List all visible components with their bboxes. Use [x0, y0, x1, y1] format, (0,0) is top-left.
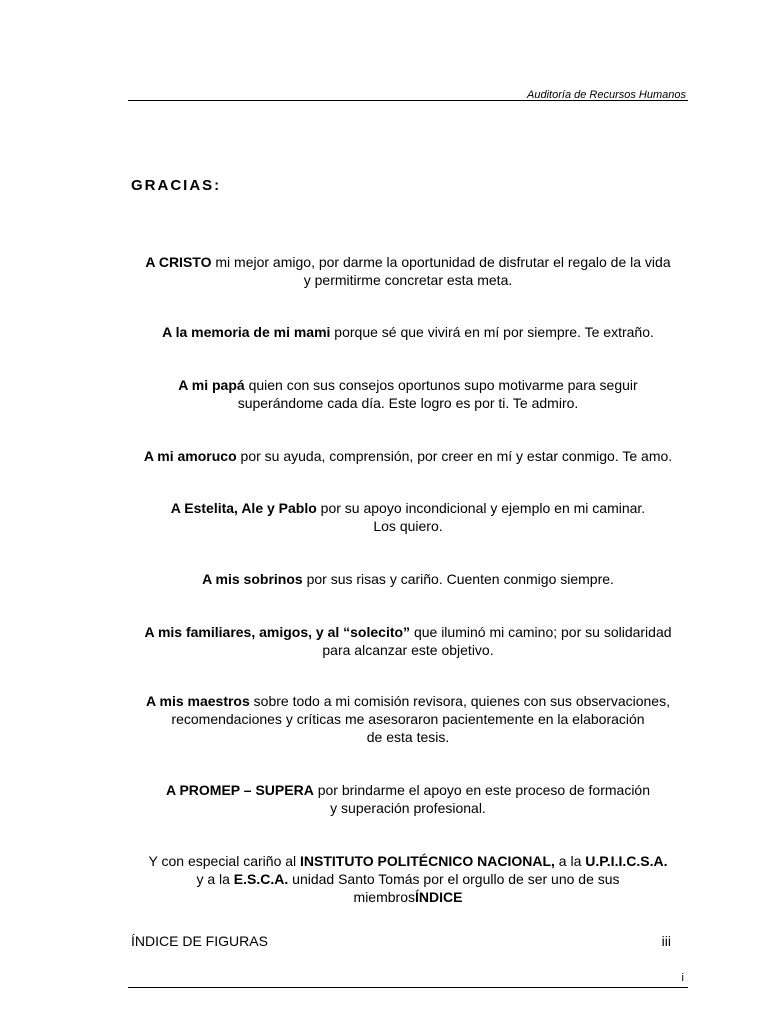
paragraph-text: porque sé que vivirá en mí por siempre. Te extraño. — [330, 324, 654, 340]
paragraph-text: de esta tesis. — [366, 729, 450, 745]
paragraph-sobrinos — [120, 570, 696, 588]
toc-entry-page: iii — [661, 933, 671, 949]
paragraph-lead: A CRISTO — [145, 254, 212, 270]
paragraph-estelita — [120, 499, 696, 535]
paragraph-text: y superación profesional. — [330, 800, 486, 816]
paragraph-lead: A mis familiares, amigos, y al “solecito” — [144, 624, 411, 640]
paragraph-lead: A Estelita, Ale y Pablo — [170, 500, 317, 516]
paragraph-papa — [120, 376, 696, 412]
paragraph-amoruco — [120, 447, 696, 465]
paragraph-lead: A mi amoruco — [143, 448, 237, 464]
paragraph-closing — [120, 852, 696, 906]
paragraph-lead: A mi papá — [178, 377, 245, 393]
paragraph-text: y permitirme concretar esta meta. — [303, 272, 513, 288]
paragraph-text: sobre todo a mi comisión revisora, quienes con sus observaciones, — [249, 693, 670, 709]
paragraph-lead: A PROMEP – SUPERA — [165, 782, 314, 798]
paragraph-text: quien con sus consejos oportunos supo motivarme para seguir — [244, 377, 638, 393]
school-name: U.P.I.I.C.S.A. — [585, 853, 668, 869]
closing-text: a la — [554, 853, 586, 869]
paragraph-lead: A mis maestros — [146, 693, 250, 709]
paragraph-lead: A la memoria de mi mami — [162, 324, 331, 340]
paragraph-familiares — [120, 623, 696, 659]
paragraph-maestros — [120, 692, 696, 746]
header-rule — [128, 100, 688, 101]
paragraph-text: mi mejor amigo, por darme la oportunidad de disfrutar el regalo de la vida — [211, 254, 671, 270]
paragraph-text: para alcanzar este objetivo. — [322, 642, 494, 658]
toc-entry[interactable] — [131, 933, 671, 949]
school-name: E.S.C.A. — [233, 871, 289, 887]
closing-text: unidad Santo Tomás por el orgullo de ser uno de sus — [288, 871, 620, 887]
toc-entry-label: ÍNDICE DE FIGURAS — [131, 933, 268, 949]
closing-text: miembros — [353, 889, 415, 905]
paragraph-text: por su apoyo incondicional y ejemplo en mi caminar. — [316, 500, 646, 516]
index-heading: ÍNDICE — [415, 889, 463, 905]
paragraph-text: por sus risas y cariño. Cuenten conmigo siempre. — [302, 571, 614, 587]
paragraph-promep — [120, 781, 696, 817]
paragraph-text: recomendaciones y críticas me asesoraron pacientemente en la elaboración — [171, 711, 645, 727]
paragraph-text: por brindarme el apoyo en este proceso de formación — [313, 782, 651, 798]
footer-rule — [128, 987, 688, 988]
page-number: i — [681, 972, 684, 984]
paragraph-text: por su ayuda, comprensión, por creer en mí y estar conmigo. Te amo. — [236, 448, 673, 464]
institution-name: INSTITUTO POLITÉCNICO NACIONAL, — [300, 853, 555, 869]
paragraph-cristo — [120, 253, 696, 289]
paragraph-lead: A mis sobrinos — [202, 571, 303, 587]
page-title: GRACIAS: — [131, 177, 222, 194]
paragraph-text: Los quiero. — [373, 518, 443, 534]
paragraph-text: que iluminó mi camino; por su solidaridad — [410, 624, 672, 640]
closing-text: Y con especial cariño al — [148, 853, 301, 869]
paragraph-text: superándome cada día. Este logro es por ti. Te admiro. — [237, 395, 579, 411]
paragraph-mami — [120, 323, 696, 341]
running-header: Auditoría de Recursos Humanos — [527, 89, 686, 101]
closing-text: y a la — [196, 871, 234, 887]
